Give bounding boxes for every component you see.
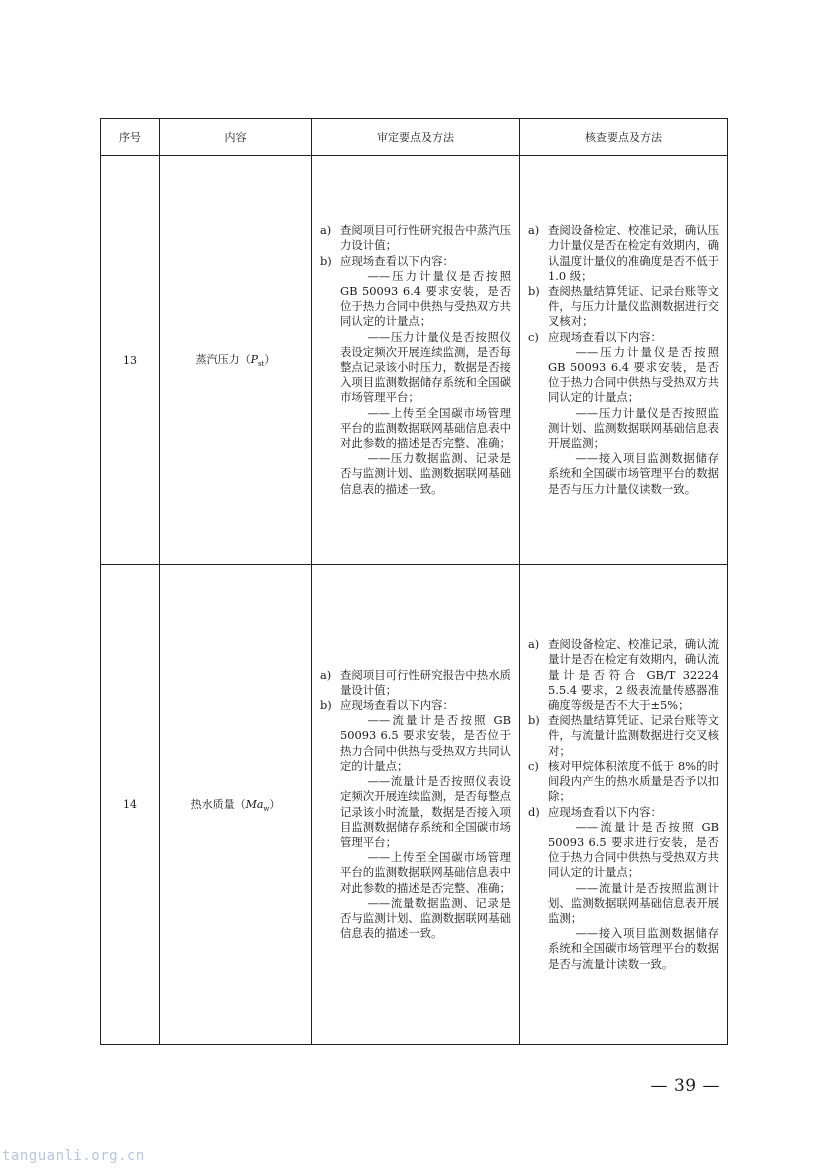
table-row [101,565,728,1045]
content-subscript: w [263,805,270,814]
list-item [320,668,511,698]
item-text: 应现场查看以下内容： [548,329,662,344]
list-item [528,759,719,805]
sub-item: ——流量数据监测、记录是否与监测计划、监测数据联网基础信息表的描述一致。 [340,895,511,941]
page-number: — 39 — [650,1076,720,1096]
item-label: a) [320,667,332,682]
sub-item: ——上传至全国碳市场管理平台的监测数据联网基础信息表中对此参数的描述是否完整、准确； [340,850,511,895]
sub-item: ——压力计量仪是否按照 GB 50093 6.4 要求安装，是否位于热力合同中供热与受热双方共同认定的计量点； [548,344,719,405]
item-label: b) [320,253,332,268]
sub-item: ——流量计是否按照 GB 50093 6.5 要求安装，是否位于热力合同中供热与受热双方共同认定的计量点； [340,713,511,773]
list-item [528,223,719,284]
check-cell [520,156,728,565]
item-label: c) [528,329,539,344]
item-text: 查阅项目可行性研究报告中蒸汽压力设计值； [340,223,511,253]
row-content [160,156,312,565]
item-text: 应现场查看以下内容： [340,253,454,268]
sub-item: ——上传至全国碳市场管理平台的监测数据联网基础信息表中对此参数的描述是否完整、准确； [340,405,511,451]
item-text: 应现场查看以下内容： [340,698,454,713]
item-label: d) [528,804,540,819]
content-symbol: Ma [245,797,264,811]
check-cell [520,565,728,1045]
sub-item: ——压力数据监测、记录是否与监测计划、监测数据联网基础信息表的描述一致。 [340,451,511,496]
sub-item: ——流量计是否按照监测计划、监测数据联网基础信息表开展监测； [548,880,719,925]
item-text: 查阅热量结算凭证、记录台账等文件，与流量计监测数据进行交叉核对； [548,713,719,758]
item-text: 查阅热量结算凭证、记录台账等文件，与压力计量仪监测数据进行交叉核对； [548,283,719,329]
content-label: 蒸汽压力（ [195,353,251,367]
list-item [528,637,719,713]
table-row [101,156,728,565]
table-header-row [101,119,728,156]
sub-item: ——接入项目监测数据储存系统和全国碳市场管理平台的数据是否与流量计读数一致。 [548,926,719,971]
content-symbol: P [250,353,258,367]
sub-item: ——压力计量仪是否按照监测计划、监测数据联网基础信息表开展监测； [548,405,719,451]
list-item [528,330,719,345]
review-cell [312,565,520,1045]
item-label: a) [320,223,332,238]
item-label: c) [528,758,539,773]
list-item [320,223,511,253]
item-text: 应现场查看以下内容： [548,804,662,819]
sub-item: ——流量计是否按照 GB 50093 6.5 要求进行安装，是否位于热力合同中供热与受热双方共同认定的计量点； [548,819,719,880]
header-review-method: 审定要点及方法 [312,119,520,156]
list-item [528,805,719,820]
item-label: b) [320,698,332,713]
sub-item: ——压力计量仪是否按照仪表设定频次开展连续监测，是否每整点记录该小时压力，数据是否接入项目监测数据储存系统和全国碳市场管理平台； [340,329,511,405]
list-item [320,698,511,713]
sub-item: ——压力计量仪是否按照 GB 50093 6.4 要求安装，是否位于热力合同中供热与受热双方共同认定的计量点； [340,268,511,329]
content-subscript: st [258,360,265,369]
header-content: 内容 [160,119,312,156]
row-number: 14 [101,565,160,1045]
item-text: 查阅项目可行性研究报告中热水质量设计值； [340,667,511,697]
item-label: b) [528,283,540,298]
item-label: a) [528,223,540,238]
sub-item: ——流量计是否按照仪表设定频次开展连续监测，是否每整点记录该小时流量，数据是否接入项目监测数据储存系统和全国碳市场管理平台； [340,774,511,849]
item-text: 核对甲烷体积浓度不低于 8%的时间段内产生的热水质量是否予以扣除； [548,758,719,804]
list-item [528,284,719,330]
content-label: 热水质量（ [190,797,246,811]
criteria-table [100,118,728,1045]
sub-item: ——接入项目监测数据储存系统和全国碳市场管理平台的数据是否与压力计量仪读数一致。 [548,451,719,496]
list-item [528,713,719,759]
header-seq: 序号 [101,119,160,156]
item-text: 查阅设备检定、校准记录，确认压力计量仪是否在检定有效期内，确认温度计量仪的准确度是否不低于 1.0 级； [548,223,719,283]
row-content [160,565,312,1045]
watermark: tanguanli.org.cn [2,1148,145,1164]
header-check-method: 核查要点及方法 [520,119,728,156]
item-label: a) [528,637,540,652]
content-close: ） [269,797,281,811]
review-cell [312,156,520,565]
content-close: ） [264,353,276,367]
list-item [320,254,511,269]
item-label: b) [528,713,540,728]
row-number: 13 [101,156,160,565]
item-text: 查阅设备检定、校准记录，确认流量计是否在检定有效期内，确认流量计是否符合 GB/T 32224 5.5.4 要求，2 级表流量传感器准确度等级是否不大于±5%； [548,637,719,713]
